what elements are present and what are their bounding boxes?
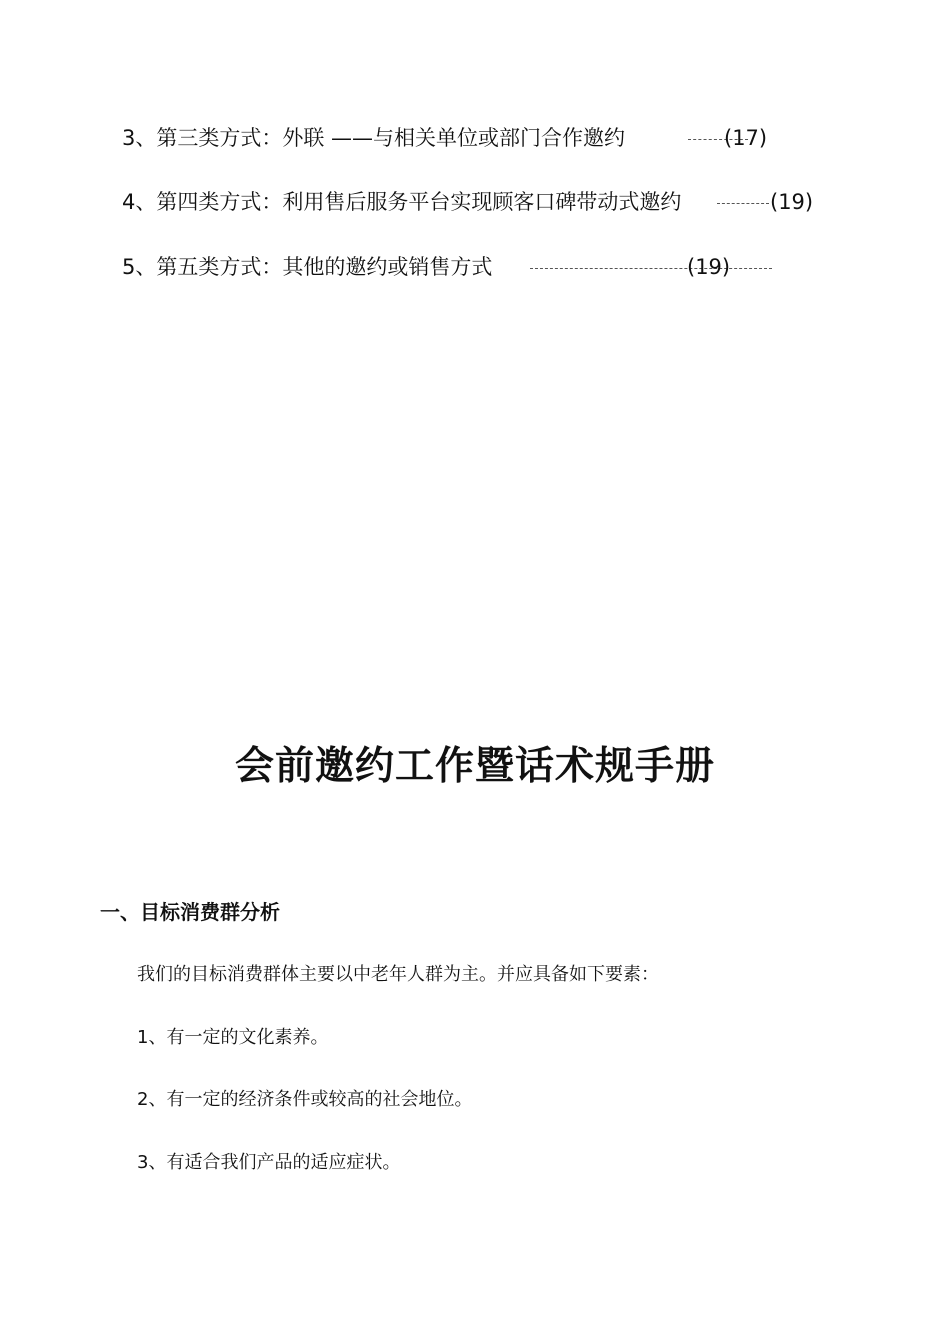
requirement-item: 2、有一定的经济条件或较高的社会地位。 <box>137 1089 473 1110</box>
toc-entry-page: (17) <box>724 126 768 150</box>
toc-entry-text: 3、第三类方式：外联 ——与相关单位或部门合作邀约 <box>122 126 626 150</box>
toc-entry[interactable] <box>122 123 802 153</box>
toc-entry-text: 4、第四类方式：利用售后服务平台实现顾客口碑带动式邀约 <box>122 190 682 214</box>
toc-leader <box>717 203 769 204</box>
document-title: 会前邀约工作暨话术规手册 <box>234 744 715 789</box>
toc-entry[interactable] <box>122 187 822 217</box>
toc-entry-page: (19) <box>770 190 814 214</box>
toc-entry-text: 5、第五类方式：其他的邀约或销售方式 <box>122 255 493 279</box>
toc-leader <box>530 268 772 269</box>
toc-entry[interactable] <box>122 252 782 282</box>
requirement-item: 1、有一定的文化素养。 <box>137 1027 329 1048</box>
requirement-item: 3、有适合我们产品的适应症状。 <box>137 1152 401 1173</box>
intro-paragraph: 我们的目标消费群体主要以中老年人群为主。并应具备如下要素： <box>137 964 659 985</box>
toc-entry-page: (19) <box>687 255 731 279</box>
section-heading: 一、目标消费群分析 <box>100 900 280 924</box>
